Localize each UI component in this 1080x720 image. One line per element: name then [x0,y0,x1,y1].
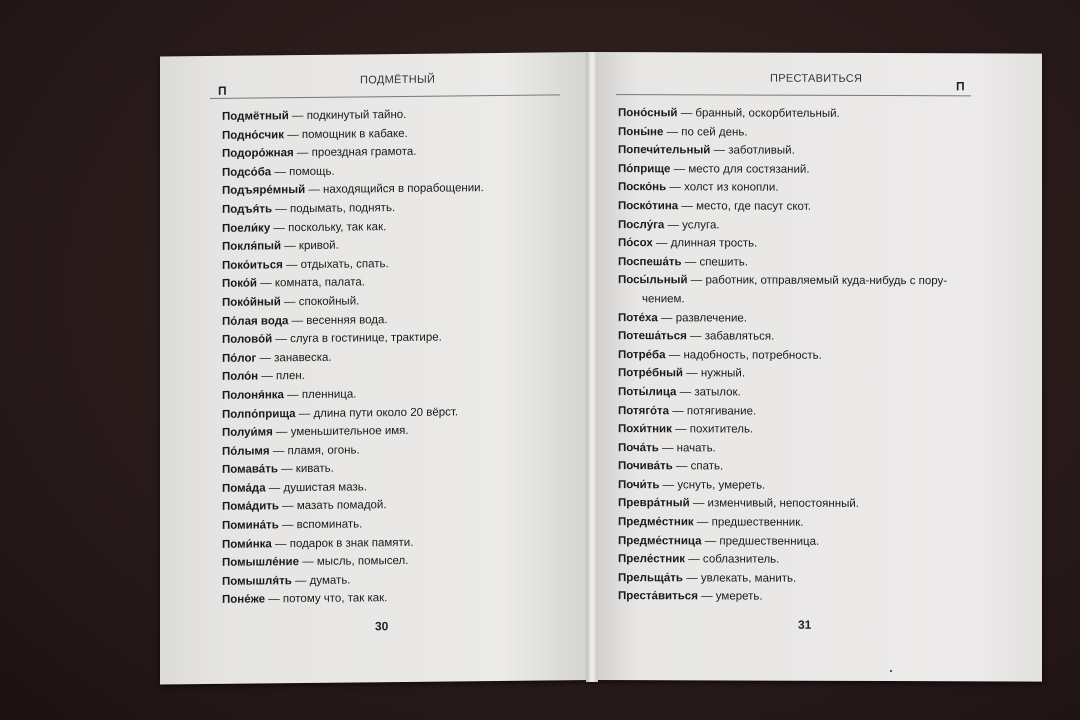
entry-headword: Поели́ку [222,221,271,235]
entry-headword: Поты́лица [618,385,677,399]
entry-definition: — комната, палата. [257,276,365,290]
dictionary-entry [618,271,947,291]
dictionary-entry [618,550,947,570]
entry-definition: — похититель. [671,423,754,436]
entry-definition: — пламя, огонь. [269,444,360,458]
left-page [160,52,592,685]
entry-headword: Поко́йный [222,296,281,309]
dictionary-entry [618,216,947,236]
entry-definition: — работник, отправляемый куда-нибудь с пору- [687,274,948,288]
dictionary-entry [222,180,484,201]
entry-headword: Поспеша́ть [618,255,682,269]
dictionary-entry [618,476,947,496]
entry-definition: — отдыхать, спать. [282,257,389,271]
entry-headword: Похи́тник [618,423,672,436]
dictionary-entry [618,588,947,608]
entry-headword: Потре́ба [618,348,666,361]
entry-list [618,104,947,607]
entry-headword: Полуи́мя [222,426,273,439]
dictionary-entry [618,253,947,273]
dictionary-entry [618,234,947,254]
entry-headword: Поте́ха [618,311,658,324]
dictionary-entry [618,197,947,217]
entry-definition: — развлечение. [657,311,747,325]
entry-headword: Почи́ть [618,478,660,492]
entry-headword: Поне́же [222,593,266,607]
dictionary-entry [618,569,947,589]
entry-definition: — забавляться. [686,330,775,343]
entry-headword: Предме́стница [618,534,702,548]
entry-headword: Превра́тный [618,497,690,510]
entry-definition: чением. [642,293,685,306]
entry-definition: — холст из конопли. [666,181,779,195]
dictionary-entry [618,346,947,366]
entry-definition: — подкинутый тайно. [288,108,407,123]
entry-headword: Подно́счик [222,128,285,142]
entry-definition: — место, где пасут скот. [678,200,811,213]
dictionary-entry [618,178,947,198]
dictionary-entry [618,123,947,143]
entry-headword: Послу́га [618,218,665,231]
dictionary-entry [618,495,947,515]
entry-headword: Почива́ть [618,460,673,473]
dictionary-entry [618,309,947,329]
entry-headword: Подъяре́мный [222,184,306,198]
entry-definition: — заботливый. [710,144,795,157]
running-head: ПОДМЁТНЫЙ [360,73,436,87]
entry-definition: — бранный, оскорбительный. [677,107,840,120]
entry-definition: — вспоминать. [278,518,363,532]
entry-headword: Поло́н [222,370,259,384]
dictionary-entry [618,141,947,161]
dictionary-entry [222,589,484,610]
entry-headword: Потре́бный [618,367,683,380]
entry-definition: — предшественница. [701,535,820,548]
entry-headword: Помышле́ние [222,556,300,570]
entry-definition: — душистая мазь. [265,481,367,495]
open-book [150,52,1050,692]
print-speck [890,670,892,672]
entry-headword: Полпо́прища [222,407,296,421]
entry-definition: — думать. [291,574,351,587]
entry-definition: — мазать помадой. [278,499,387,513]
entry-headword: Поча́ть [618,441,659,454]
entry-definition: — изменчивый, непостоянный. [689,497,859,511]
entry-definition: — подымать, поднять. [272,202,396,216]
dictionary-entry [618,439,947,459]
entry-definition: — находящийся в порабощении. [305,182,484,197]
entry-headword: Подсо́ба [222,166,272,179]
entry-definition: — помощник в кабаке. [284,127,408,141]
entry-headword: По́лымя [222,445,270,458]
entry-headword: Полоня́нка [222,389,284,402]
entry-definition: — плен. [258,370,305,383]
entry-list [222,105,484,610]
entry-headword: Пома́дить [222,500,279,514]
entry-definition: — слуга в гостинице, трактире. [272,331,442,346]
entry-headword: Поны́не [618,125,664,138]
entry-headword: Поско́нь [618,181,667,194]
entry-definition: — по сей день. [663,125,748,139]
section-letter: П [956,79,965,94]
page-number: 30 [375,619,389,634]
entry-headword: Пома́да [222,482,266,495]
entry-headword: Подъя́ть [222,203,273,216]
entry-definition: — затылок. [676,386,741,399]
entry-headword: Прельща́ть [618,571,684,585]
entry-definition: — уснуть, умереть. [659,479,766,492]
entry-headword: Посы́льный [618,274,688,287]
entry-definition: — спокойный. [280,295,360,309]
entry-definition: — увлекать, манить. [683,572,797,585]
entry-headword: Помава́ть [222,463,278,477]
entry-definition: — подарок в знак памяти. [271,536,414,551]
entry-definition: — нужный. [683,367,746,380]
entry-headword: Подмётный [222,110,289,123]
entry-headword: Помышля́ть [222,574,292,588]
entry-definition: — услуга. [664,218,720,232]
entry-definition: — поскольку, так как. [270,220,387,234]
dictionary-entry [618,383,947,403]
dictionary-entry [618,420,947,440]
entry-definition: — весенняя вода. [288,313,388,327]
entry-headword: Предме́стник [618,516,694,529]
entry-headword: Подоро́жная [222,147,294,161]
entry-definition: — умереть. [697,590,763,604]
book-spine [586,52,598,682]
entry-definition: — потому что, так как. [265,592,388,606]
entry-definition: — соблазнитель. [685,553,780,566]
entry-headword: Покля́пый [222,240,282,254]
entry-headword: Попечи́тельный [618,144,711,157]
right-page [592,52,1042,682]
entry-definition: — проездная грамота. [293,146,417,160]
dictionary-entry [618,327,947,347]
dictionary-entry [618,104,947,124]
entry-headword: Преле́стник [618,553,686,566]
entry-definition: — кивать. [277,462,334,476]
entry-definition: — спешить. [681,256,748,269]
entry-headword: По́лог [222,352,257,365]
entry-headword: Потеша́ться [618,330,687,343]
entry-headword: Поми́нка [222,538,272,551]
entry-definition: — кривой. [281,239,339,253]
entry-definition: — пленница. [283,388,357,402]
entry-headword: Поско́тина [618,200,679,213]
entry-headword: Полово́й [222,333,273,346]
entry-headword: По́лая вода [222,314,289,328]
dictionary-entry [618,402,947,422]
dictionary-entry [618,513,947,533]
entry-headword: Потяго́та [618,404,670,417]
entry-definition: — помощь. [271,165,335,179]
entry-definition: — длинная трость. [652,237,758,250]
entry-headword: Поко́й [222,277,257,291]
entry-definition: — потягивание. [669,404,757,418]
entry-definition: — место для состязаний. [670,163,810,176]
section-letter: П [218,83,227,98]
entry-definition: — занавеска. [256,351,332,365]
entry-headword: Поно́сный [618,107,678,120]
entry-headword: По́сох [618,237,653,250]
entry-headword: По́прище [618,162,671,176]
entry-definition: — мысль, помысел. [299,555,409,569]
entry-definition: — предшественник. [693,516,804,529]
entry-headword: Помина́ть [222,519,279,532]
header-rule [210,94,560,99]
header-rule [616,94,971,96]
dictionary-entry [222,403,484,424]
dictionary-entry [618,364,947,384]
entry-definition: — длина пути около 20 вёрст. [295,405,459,420]
entry-definition: — уменьшительное имя. [272,425,409,439]
dictionary-entry [618,290,947,310]
dictionary-entry [618,160,947,180]
page-number: 31 [798,617,812,632]
dictionary-entry [618,532,947,552]
entry-headword: Преста́виться [618,590,698,603]
entry-definition: — надобность, потребность. [665,348,822,362]
dictionary-entry [618,457,947,477]
entry-definition: — начать. [658,441,716,455]
entry-headword: Поко́иться [222,258,283,272]
entry-definition: — спать. [672,460,724,473]
running-head: ПРЕСТАВИТЬСЯ [770,72,863,85]
